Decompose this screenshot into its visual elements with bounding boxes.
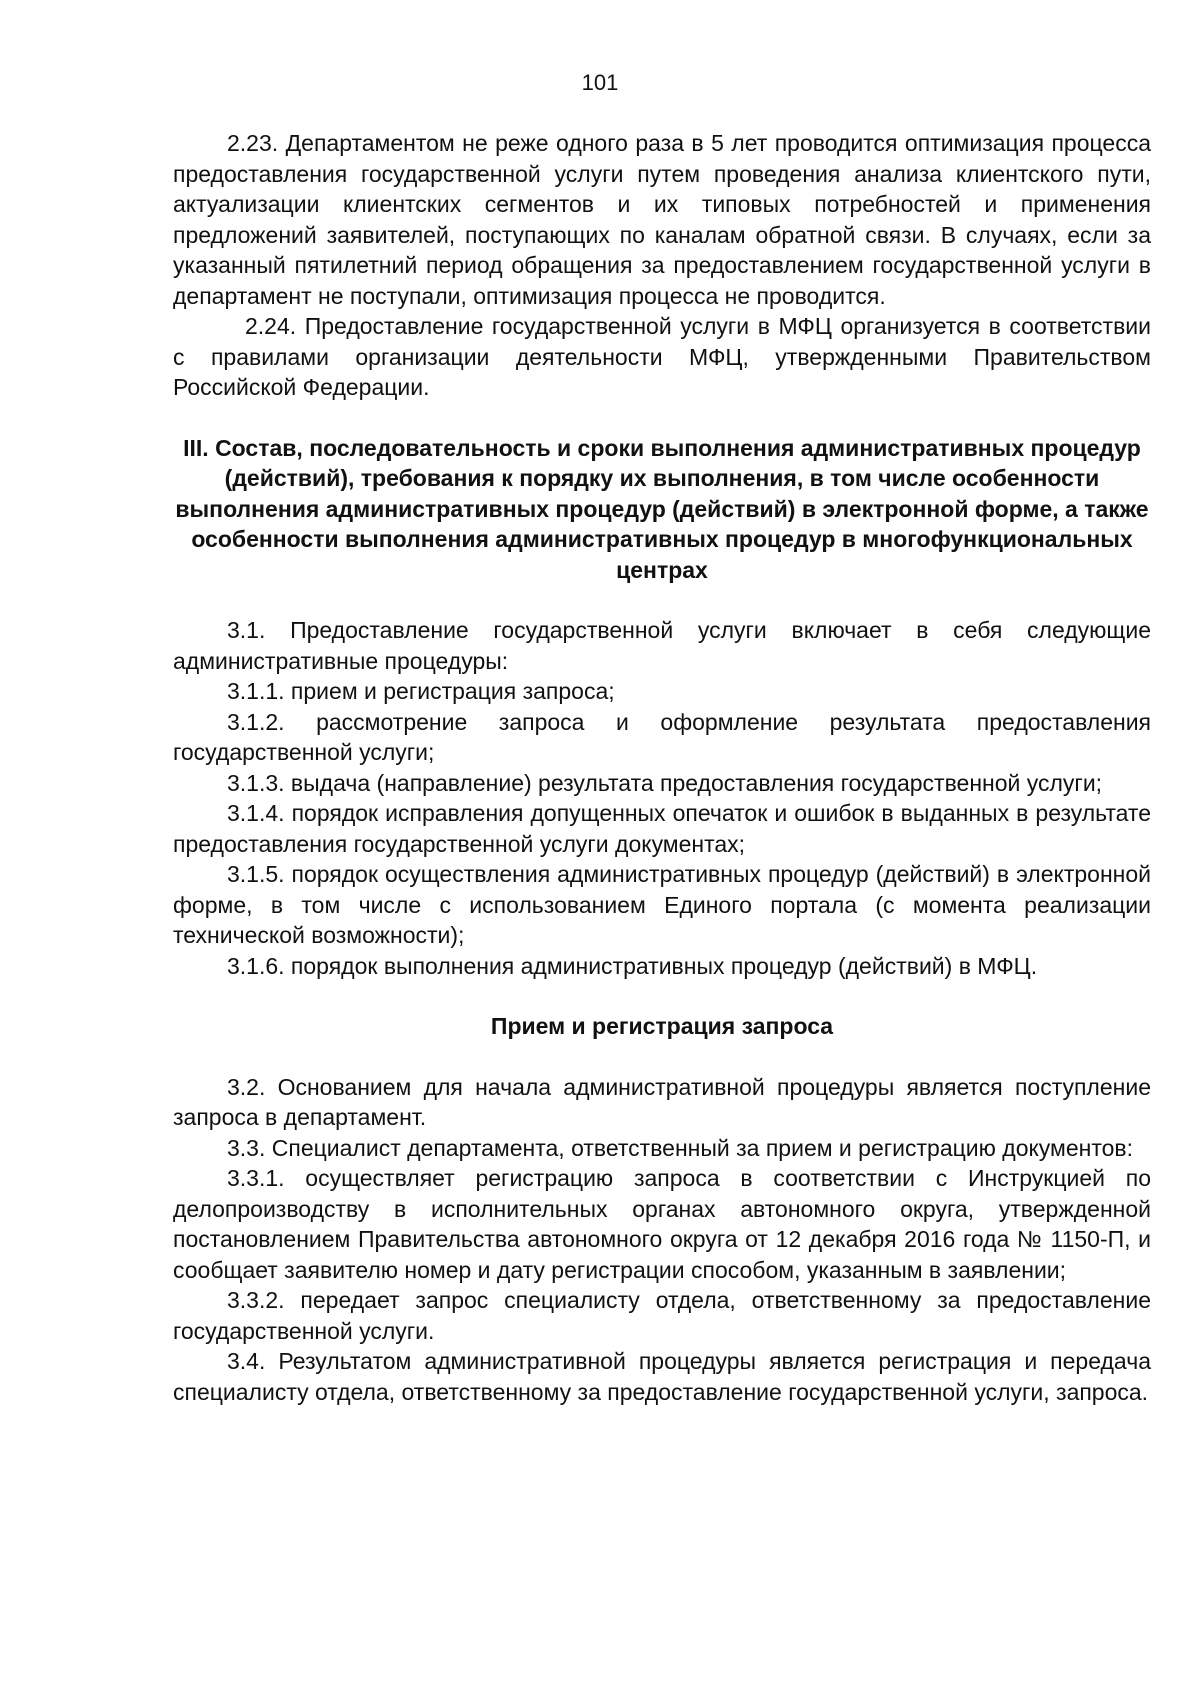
paragraph-3-1-2: 3.1.2. рассмотрение запроса и оформление результата предоставления государственной услуги; [173,708,1151,765]
paragraph-3-1-5: 3.1.5. порядок осуществления административных процедур (действий) в электронной форме, в том числе с использованием Единого портала (с момента реализации технической возможности); [173,861,1151,948]
paragraph-3-1-4: 3.1.4. порядок исправления допущенных опечаток и ошибок в выданных в результате предоставления государственной услуги документах; [173,800,1151,857]
paragraph-3-2: 3.2. Основанием для начала административной процедуры является поступление запроса в департамент. [173,1073,1151,1130]
paragraph-3-1: 3.1. Предоставление государственной услуги включает в себя следующие административные процедуры: [173,617,1151,674]
page-number: 101 [581,70,619,95]
paragraph-3-3-1: 3.3.1. осуществляет регистрацию запроса в соответствии с Инструкцией по делопроизводству в исполнительных органах автономного округа, утвержденной постановлением Правительства автономного округа от 12 декабря 2016 года № 1150-П, и сообщает заявителю номер и дату регистрации способом, указанным в заявлении; [173,1165,1151,1283]
section-heading: III. Состав, последовательность и сроки выполнения административных процедур (действий), требования к порядку их выполнения, в том числе особенности выполнения административных процедур (действий) в электронной форме, а также особенности выполнения административных процедур в многофункциональных центрах [175,434,1149,583]
paragraph-3-1-3: 3.1.3. выдача (направление) результата предоставления государственной услуги; [227,769,1103,796]
document-body [173,128,1151,1407]
paragraph-3-4: 3.4. Результатом административной процедуры является регистрация и передача специалисту отдела, ответственному за предоставление государственной услуги, запроса. [173,1348,1151,1405]
paragraph-2-23: 2.23. Департаментом не реже одного раза в 5 лет проводится оптимизация процесса предоставления государственной услуги путем проведения анализа клиентского пути, актуализации клиентских сегментов и их типовых потребностей и применения предложений заявителей, поступающих по каналам обратной связи. В случаях, если за указанный пятилетний период обращения за предоставлением государственной услуги в департамент не поступали, оптимизация процесса не проводится. [173,130,1151,309]
paragraph-3-1-6: 3.1.6. порядок выполнения административных процедур (действий) в МФЦ. [227,952,1038,979]
paragraph-2-24: 2.24. Предоставление государственной услуги в МФЦ организуется в соответствии с правилами организации деятельности МФЦ, утвержденными Правительством Российской Федерации. [173,313,1151,400]
paragraph-3-1-1: 3.1.1. прием и регистрация запроса; [227,678,615,704]
paragraph-3-3: 3.3. Специалист департамента, ответственный за прием и регистрацию документов: [227,1134,1134,1161]
paragraph-3-3-2: 3.3.2. передает запрос специалисту отдела, ответственному за предоставление государственной услуги. [173,1287,1151,1344]
subheading: Прием и регистрация запроса [490,1013,834,1039]
